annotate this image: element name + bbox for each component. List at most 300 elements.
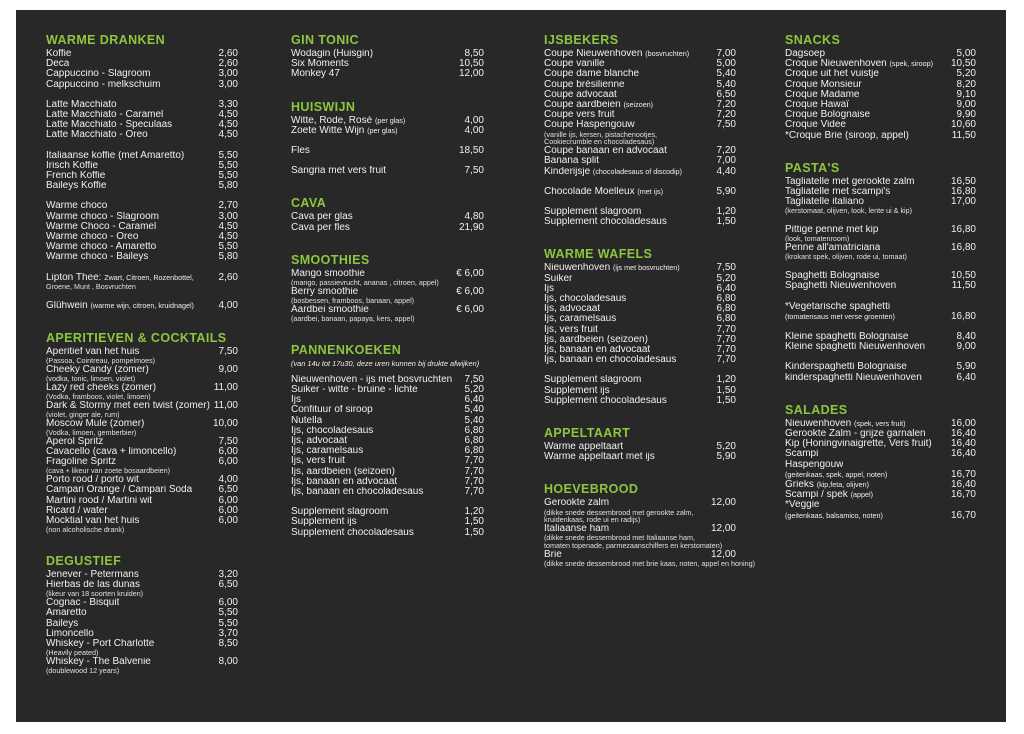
menu-item [291, 146, 484, 156]
menu-item [46, 222, 238, 232]
item-name [785, 120, 846, 130]
menu-item [544, 59, 736, 69]
item-price: 7,50 [218, 435, 238, 447]
section-ijsbekers [544, 33, 736, 227]
item-price: 4,50 [218, 109, 238, 121]
item-name-text: Kleine spaghetti Bolognaise [785, 332, 909, 343]
item-name [291, 59, 349, 69]
menu-item [785, 59, 976, 69]
item-price: 7,70 [464, 475, 484, 487]
item-name-text: Banana split [544, 156, 600, 167]
menu-item [785, 373, 976, 383]
item-name-text: Nutella [291, 415, 323, 426]
item-name-text: Coupe vers fruit [544, 110, 615, 121]
menu-item [785, 312, 976, 322]
item-name-text: Martini rood / Martini wit [46, 495, 153, 506]
item-name-text: Ijs, aardbeien (seizoen) [544, 334, 648, 345]
item-price: 4,00 [218, 299, 238, 311]
item-name-text: Whiskey - Port Charlotte [46, 639, 155, 650]
item-price: 7,70 [716, 354, 736, 366]
item-price: 6,00 [218, 597, 238, 609]
item-price: 5,20 [716, 441, 736, 453]
item-price: 16,70 [950, 509, 976, 521]
item-name [544, 156, 599, 166]
item-name-text: Zoete Witte Wijn [291, 125, 365, 136]
item-name-text: Gerookte zalm [544, 498, 610, 509]
item-name [544, 217, 667, 227]
item-name [785, 80, 862, 90]
menu-item [291, 166, 484, 176]
item-price: 5,50 [218, 170, 238, 182]
item-name-text: Ijs, caramelsaus [544, 314, 617, 325]
item-detail: (spek, siroop) [889, 59, 934, 69]
item-detail: (ijs met bosvruchten) [612, 263, 680, 273]
item-name-text: Spaghetti Nieuwenhoven [785, 281, 897, 292]
item-price: 16,80 [950, 310, 976, 322]
item-name [46, 598, 119, 608]
menu-item [46, 608, 238, 618]
menu-item [46, 232, 238, 242]
item-price: 3,00 [218, 78, 238, 90]
item-price: 1,20 [464, 506, 484, 518]
item-price: 12,00 [710, 497, 736, 509]
item-name [291, 426, 373, 436]
item-name-text: Berry smoothie [291, 286, 359, 297]
menu-column-4 [785, 33, 976, 533]
item-price: 6,00 [218, 446, 238, 458]
item-price: 1,50 [716, 216, 736, 228]
menu-item [544, 375, 736, 385]
section-heading: PASTA'S [785, 160, 840, 175]
menu-item [544, 69, 736, 79]
item-price: 2,60 [218, 48, 238, 59]
item-name-text: Aperitief van het huis [46, 346, 140, 357]
item-name-text: *Veggie [785, 500, 820, 511]
menu-item [544, 263, 736, 273]
item-price: 9,90 [956, 109, 976, 121]
item-description: (Heavily peated) [46, 648, 99, 658]
item-price: 5,20 [716, 272, 736, 284]
menu-item [544, 167, 736, 177]
item-name-text: Latte Macchiato - Speculaas [46, 120, 173, 131]
item-name [544, 69, 639, 79]
item-name-text: Scampi [785, 449, 819, 460]
item-name-text: Ijs, advocaat [291, 436, 348, 447]
item-price: 7,70 [464, 455, 484, 467]
item-price: 8,20 [956, 78, 976, 90]
item-price: 8,40 [956, 331, 976, 343]
item-price: 5,50 [218, 617, 238, 629]
item-price: 4,40 [716, 165, 736, 177]
item-price: 10,50 [950, 58, 976, 70]
item-description: (dikke snede dessembrood met gerookte zalm, [544, 507, 694, 517]
item-name [544, 90, 617, 100]
menu-item [544, 80, 736, 90]
item-price: 6,40 [716, 282, 736, 294]
item-price: 16,40 [950, 448, 976, 460]
item-name [785, 312, 895, 322]
section-pasta-s [785, 161, 976, 383]
menu-item [291, 375, 484, 385]
item-price: 8,50 [218, 638, 238, 650]
item-name [544, 304, 600, 314]
item-price: 8,50 [464, 48, 484, 59]
item-price: 1,20 [716, 374, 736, 386]
item-price: 9,00 [218, 363, 238, 375]
item-price: 16,70 [950, 489, 976, 501]
menu-item [46, 212, 238, 222]
item-description: (vodka, tonic, limoen, violet) [46, 374, 136, 384]
item-name [785, 500, 819, 510]
item-name-text: Croque Madame [785, 89, 860, 100]
item-price: 6,80 [716, 303, 736, 315]
item-name [785, 342, 925, 352]
menu-item [544, 217, 736, 227]
item-description: (dikke snede dessembrood met Italiaanse ham, [544, 533, 696, 543]
menu-item [544, 345, 736, 355]
item-name [544, 294, 626, 304]
item-name [291, 116, 405, 126]
item-price: 6,40 [464, 394, 484, 406]
menu-item [291, 517, 484, 527]
item-name [544, 187, 663, 197]
item-name [291, 436, 347, 446]
item-price: 4,50 [218, 220, 238, 232]
item-price: 6,00 [218, 515, 238, 527]
item-name-text: Coupe Haspengouw [544, 120, 635, 131]
item-name [291, 416, 322, 426]
item-price: 4,50 [218, 119, 238, 131]
item-name-text: Ijs, advocaat [544, 304, 601, 315]
item-name [544, 207, 641, 217]
item-name [46, 181, 106, 191]
item-description: (violet, ginger ale, rum) [46, 410, 120, 420]
item-name-text: Ijs [291, 395, 301, 406]
item-spacer [46, 191, 238, 201]
item-description: (doublewood 12 years) [46, 666, 120, 676]
item-price: 4,50 [218, 129, 238, 141]
item-name [785, 90, 859, 100]
menu-item [46, 598, 238, 608]
item-name-text: Aperol Spritz [46, 436, 104, 447]
menu-item [544, 335, 736, 345]
section-gin-tonic [291, 33, 484, 80]
item-detail: (chocoladesaus of discodip) [592, 166, 683, 176]
item-name-text: Suiker - witte - bruine - lichte [291, 385, 418, 396]
item-name [291, 467, 395, 477]
menu-item [291, 126, 484, 136]
item-name [785, 49, 825, 59]
item-price: 5,80 [218, 180, 238, 192]
item-detail: (tomatensaus met verse groenten) [785, 311, 895, 321]
item-price: 9,00 [956, 341, 976, 353]
item-price: 6,50 [218, 579, 238, 591]
menu-item [46, 619, 238, 629]
item-name [291, 456, 345, 466]
section-snacks [785, 33, 976, 141]
item-description: (non alcoholische drank) [46, 525, 125, 535]
item-name [785, 69, 879, 79]
item-name-text: Koffie [46, 49, 72, 59]
item-name-text: Ijs, banaan en chocoladesaus [291, 487, 424, 498]
item-name [291, 395, 301, 405]
menu-column-2 [291, 33, 484, 550]
item-name-text: Croque Bolognaise [785, 110, 871, 121]
menu-item [785, 439, 976, 449]
item-price: 5,20 [464, 384, 484, 396]
menu-item [785, 490, 976, 500]
menu-item [785, 69, 976, 79]
item-price: € 6,00 [456, 303, 484, 315]
item-price: 21,90 [458, 221, 484, 233]
item-price: 4,00 [218, 474, 238, 486]
section-heading: WARME WAFELS [544, 247, 653, 262]
item-name [785, 110, 870, 120]
item-name-text: Sangria met vers fruit [291, 166, 387, 177]
menu-item [785, 500, 976, 510]
menu-column-1 [46, 33, 238, 687]
item-price: 6,80 [464, 424, 484, 436]
item-name-text: Tagliatelle met scampi's [785, 187, 891, 198]
item-price: 5,50 [218, 241, 238, 253]
item-name [785, 373, 922, 383]
item-spacer [291, 497, 484, 507]
item-name [544, 80, 625, 90]
item-name [46, 171, 105, 181]
section-heading: SNACKS [785, 33, 841, 47]
item-price: 11,50 [951, 280, 976, 292]
item-name-text: Penne all'amatriciana [785, 243, 881, 254]
item-name-text: Fles [291, 146, 310, 157]
item-name-text: Kip (Honingvinaigrette, Vers fruit) [785, 439, 932, 450]
item-name-text: Jenever - Petermans [46, 570, 139, 581]
menu-item [291, 59, 484, 69]
section-pannenkoeken [291, 343, 484, 538]
menu-item [544, 90, 736, 100]
item-name-text: Baileys [46, 618, 79, 629]
item-price: 10,50 [950, 270, 976, 282]
item-name [46, 80, 161, 90]
item-price: 6,00 [218, 456, 238, 468]
item-name-text: Ricard / water [46, 505, 108, 516]
item-spacer [291, 156, 484, 166]
item-description: (aardbei, banaan, papaya, kers, appel) [291, 314, 415, 324]
item-spacer [46, 141, 238, 151]
item-price: 6,00 [218, 504, 238, 516]
item-name-text: Brie [544, 550, 562, 561]
item-name [544, 59, 605, 69]
item-price: 5,90 [716, 185, 736, 197]
item-name [46, 619, 78, 629]
item-price: 4,80 [464, 211, 484, 223]
menu-item [785, 342, 976, 352]
item-price: 5,20 [956, 68, 976, 80]
item-description: Groene, Munt , Bosvruchten [46, 281, 136, 291]
item-detail: (warme wijn, citroen, kruidnagel) [90, 300, 194, 310]
item-name [544, 386, 610, 396]
item-detail: (kip,feta, olijven) [816, 480, 870, 490]
menu-item [785, 480, 976, 490]
item-name-text: Coupe aardbeien [544, 100, 621, 111]
item-name [291, 375, 452, 385]
item-description: (look, tomatenroom) [785, 234, 850, 244]
item-detail: (appel) [850, 490, 873, 500]
item-name-text: Nieuwenhoven - ijs met bosvruchten [291, 374, 453, 385]
item-name [46, 151, 184, 161]
item-name-text: Monkey 47 [291, 69, 340, 80]
menu-item [785, 90, 976, 100]
item-name [544, 375, 641, 385]
item-spacer [46, 291, 238, 301]
item-name-text: Supplement ijs [544, 385, 610, 396]
item-name-text: Spaghetti Bolognaise [785, 271, 880, 282]
item-name-text: Latte Macchiato [46, 99, 117, 110]
item-name [544, 100, 653, 110]
item-price: 7,70 [716, 344, 736, 356]
menu-item [291, 528, 484, 538]
item-name-text: Coupe dame blanche [544, 69, 640, 80]
item-name [544, 345, 650, 355]
item-name [291, 487, 423, 497]
item-price: 4,50 [218, 231, 238, 243]
item-price: 12,00 [710, 523, 736, 535]
item-description: (cava + likeur van zoete bosaardbeien) [46, 466, 171, 476]
item-name-text: Confituur of siroop [291, 405, 373, 416]
menu-item [46, 629, 238, 639]
item-description: (krokant spek, olijven, rode ui, tomaat) [785, 252, 907, 262]
item-price: 6,80 [464, 445, 484, 457]
item-name [291, 49, 373, 59]
item-price: 7,50 [218, 345, 238, 357]
menu-item [785, 120, 976, 130]
item-price: 5,50 [218, 607, 238, 619]
menu-item [785, 511, 976, 521]
item-name-text: Ijs, chocoladesaus [291, 425, 374, 436]
item-price: 12,00 [458, 68, 484, 80]
item-price: 6,40 [956, 371, 976, 383]
item-name-text: *Croque Brie (siroop, appel) [785, 130, 909, 141]
item-name-text: Supplement chocoladesaus [291, 527, 414, 538]
item-name-text: Cheeky Candy (zomer) [46, 364, 149, 375]
item-name-text: Ijs, vers fruit [544, 324, 598, 335]
item-name [544, 355, 676, 365]
item-name [46, 301, 194, 311]
item-name-text: Cavacello (cava + limoncello) [46, 447, 177, 458]
section-heading: HUISWIJN [291, 99, 356, 114]
menu-item [544, 325, 736, 335]
item-price: 9,00 [956, 99, 976, 111]
item-name-text: Supplement slagroom [544, 207, 642, 218]
item-name-text: Cappuccino - Slagroom [46, 69, 151, 80]
menu-item [291, 467, 484, 477]
item-name [785, 439, 932, 449]
item-price: € 6,00 [456, 285, 484, 297]
item-name-text: *Vegetarische spaghetti [785, 301, 891, 312]
item-name [291, 477, 397, 487]
menu-item [291, 405, 484, 415]
menu-item [46, 80, 238, 90]
menu-item [46, 485, 238, 495]
item-name [785, 302, 890, 312]
item-price: 3,00 [218, 68, 238, 80]
item-name-text: Lipton Thee: [46, 272, 102, 283]
item-price: 11,50 [951, 129, 976, 141]
item-price: 7,70 [716, 333, 736, 345]
item-price: 2,60 [218, 58, 238, 70]
item-name [291, 212, 353, 222]
item-name-text: Six Moments [291, 59, 349, 70]
item-price: 12,00 [710, 549, 736, 561]
section-smoothies [291, 253, 484, 323]
menu-item [291, 416, 484, 426]
item-name [785, 187, 890, 197]
section-note: (van 14u tot 17u30, deze uren kunnen bij drukte afwijken) [291, 358, 480, 368]
menu-item [46, 242, 238, 252]
menu-item [544, 396, 736, 406]
item-price: 7,00 [716, 48, 736, 59]
item-name-text: Warme choco - Oreo [46, 232, 139, 243]
item-spacer [785, 261, 976, 271]
section-heading: SALADES [785, 402, 848, 417]
item-name [291, 405, 373, 415]
item-price: 10,60 [950, 119, 976, 131]
item-detail: (per glas) [374, 115, 406, 125]
item-price: 6,50 [218, 484, 238, 496]
item-price: 16,40 [950, 438, 976, 450]
menu-item [785, 429, 976, 439]
item-price: 10,00 [212, 417, 238, 429]
item-spacer [785, 322, 976, 332]
item-spacer [46, 263, 238, 273]
menu-item [544, 207, 736, 217]
item-name-text: Supplement slagroom [291, 507, 389, 518]
item-description: Cookiecrumble en chocoladesaus) [544, 137, 655, 147]
item-price: 7,20 [716, 99, 736, 111]
menu-column-3 [544, 33, 755, 580]
item-price: 5,50 [218, 159, 238, 171]
menu-item [46, 49, 238, 59]
item-name [544, 146, 667, 156]
item-price: 7,20 [716, 109, 736, 121]
menu-item [291, 426, 484, 436]
menu-item [291, 69, 484, 79]
item-price: 16,80 [950, 186, 976, 198]
item-price: 4,00 [464, 124, 484, 136]
item-price: 5,00 [716, 58, 736, 70]
item-name [46, 506, 108, 516]
item-price: 16,40 [950, 428, 976, 440]
menu-item [46, 151, 238, 161]
item-name-text: Deca [46, 59, 70, 70]
item-price: 7,50 [716, 119, 736, 131]
item-name [785, 131, 909, 141]
item-name [544, 110, 615, 120]
menu-item [544, 187, 736, 197]
menu-item [544, 146, 736, 156]
menu-item [291, 507, 484, 517]
item-name-text: Dark & Stormy met een twist (zomer) [46, 400, 210, 411]
item-name-text: Coupe vanille [544, 59, 605, 70]
item-price: 3,70 [218, 627, 238, 639]
menu-item [544, 156, 736, 166]
item-name [46, 130, 148, 140]
menu-item [291, 436, 484, 446]
item-name-text: Kinderijsje [544, 166, 591, 177]
item-name [46, 608, 87, 618]
item-name [46, 485, 192, 495]
item-name-text: Coupe brésilienne [544, 79, 625, 90]
menu-item [291, 223, 484, 233]
